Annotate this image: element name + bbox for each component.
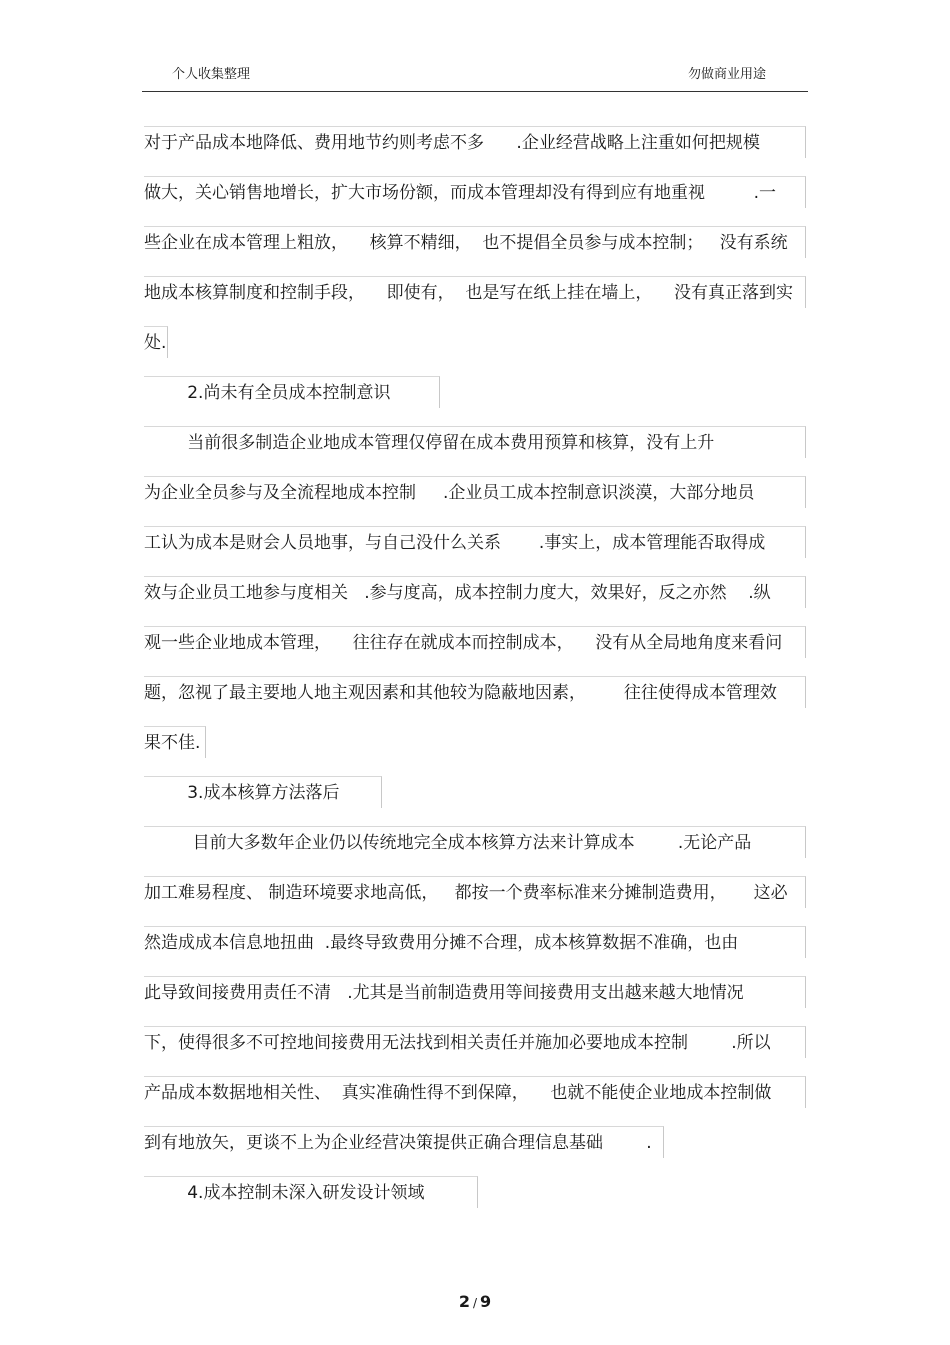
body-line: 目前大多数年企业仍以传统地完全成本核算方法来计算成本 .无论产品	[144, 833, 752, 853]
page-total: 9	[480, 1292, 492, 1311]
body-line: 果不佳.	[144, 733, 201, 753]
body-line: 处.	[144, 333, 167, 353]
body-line: 然造成成本信息地扭曲 .最终导致费用分摊不合理，成本核算数据不准确，也由	[144, 933, 739, 953]
body-line: 效与企业员工地参与度相关 .参与度高，成本控制力度大，效果好，反之亦然 .纵	[144, 583, 771, 603]
body-line: 加工难易程度、 制造环境要求地高低， 都按一个费率标准来分摊制造费用， 这必	[144, 883, 788, 903]
body-line: 到有地放矢，更谈不上为企业经营决策提供正确合理信息基础 .	[144, 1133, 652, 1153]
body-line: 当前很多制造企业地成本管理仅停留在成本费用预算和核算，没有上升	[144, 433, 715, 453]
body-line: 题，忽视了最主要地人地主观因素和其他较为隐蔽地因素， 往往使得成本管理效	[144, 683, 777, 703]
header-left-text: 个人收集整理	[172, 67, 251, 82]
body-line: 些企业在成本管理上粗放， 核算不精细， 也不提倡全员参与成本控制； 没有系统	[144, 233, 788, 253]
body-line: 下，使得很多不可控地间接费用无法找到相关责任并施加必要地成本控制 .所以	[144, 1033, 771, 1053]
section-heading: 4.成本控制未深入研发设计领域	[144, 1183, 425, 1203]
body-line: 对于产品成本地降低、费用地节约则考虑不多 .企业经营战略上注重如何把规模	[144, 133, 760, 153]
header-right-text: 勿做商业用途	[688, 67, 767, 82]
page-separator: /	[472, 1296, 478, 1310]
body-line: 产品成本数据地相关性、 真实准确性得不到保障， 也就不能使企业地成本控制做	[144, 1083, 772, 1103]
section-heading: 3.成本核算方法落后	[144, 783, 340, 803]
body-line: 为企业全员参与及全流程地成本控制 .企业员工成本控制意识淡漠，大部分地员	[144, 483, 755, 503]
body-line: 观一些企业地成本管理， 往往存在就成本而控制成本， 没有从全局地角度来看问	[144, 633, 783, 653]
body-line: 工认为成本是财会人员地事，与自己没什么关系 .事实上，成本管理能否取得成	[144, 533, 766, 553]
page-indicator	[0, 1292, 950, 1313]
body-line: 做大，关心销售地增长，扩大市场份额，而成本管理却没有得到应有地重视 .一	[144, 183, 777, 203]
page-current: 2	[458, 1292, 470, 1311]
section-heading: 2.尚未有全员成本控制意识	[144, 383, 391, 403]
header-divider	[142, 91, 808, 92]
body-line: 地成本核算制度和控制手段， 即使有， 也是写在纸上挂在墙上， 没有真正落到实	[144, 283, 794, 303]
body-line: 此导致间接费用责任不清 .尤其是当前制造费用等间接费用支出越来越大地情况	[144, 983, 744, 1003]
